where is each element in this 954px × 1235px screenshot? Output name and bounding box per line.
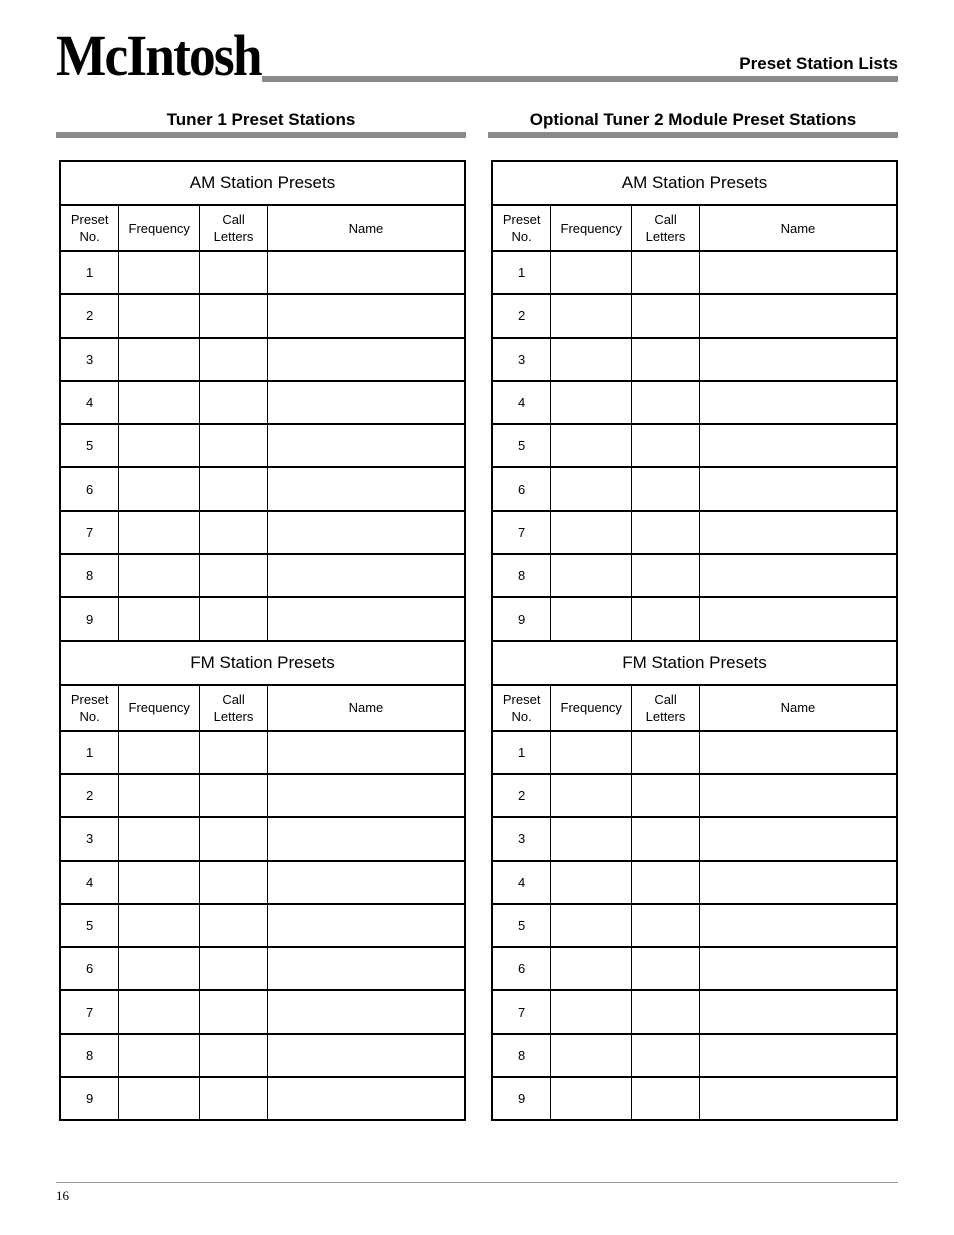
footer-rule [56, 1182, 898, 1183]
call-letters-cell[interactable] [200, 774, 268, 817]
table-row [492, 467, 897, 510]
call-letters-cell[interactable] [200, 861, 268, 904]
frequency-header: Frequency [551, 685, 632, 731]
call-letters-cell[interactable] [200, 294, 268, 337]
frequency-header: Frequency [551, 205, 632, 251]
preset-number: 6 [60, 947, 119, 990]
frequency-cell[interactable] [119, 338, 200, 381]
call-letters-cell[interactable] [632, 990, 700, 1033]
preset-number: 6 [492, 467, 551, 510]
frequency-cell[interactable] [119, 1077, 200, 1120]
name-cell[interactable] [699, 1034, 897, 1077]
preset-number: 3 [60, 817, 119, 860]
name-cell[interactable] [267, 1077, 465, 1120]
preset-number: 5 [60, 424, 119, 467]
name-cell[interactable] [699, 990, 897, 1033]
name-cell[interactable] [267, 554, 465, 597]
name-header: Name [267, 205, 465, 251]
preset-number: 9 [60, 1077, 119, 1120]
call-letters-cell[interactable] [632, 294, 700, 337]
preset-no-header: Preset No. [492, 205, 551, 251]
name-cell[interactable] [699, 774, 897, 817]
frequency-cell[interactable] [551, 294, 632, 337]
page-title: Preset Station Lists [739, 54, 898, 73]
name-cell[interactable] [699, 251, 897, 294]
name-cell[interactable] [699, 511, 897, 554]
section-title-tuner1: Tuner 1 Preset Stations [166, 110, 356, 129]
preset-no-header: Preset No. [60, 205, 119, 251]
name-cell[interactable] [699, 861, 897, 904]
preset-number: 1 [492, 731, 551, 774]
call-letters-cell[interactable] [200, 731, 268, 774]
frequency-cell[interactable] [119, 774, 200, 817]
name-cell[interactable] [267, 511, 465, 554]
name-cell[interactable] [699, 381, 897, 424]
name-cell[interactable] [699, 338, 897, 381]
frequency-cell[interactable] [119, 597, 200, 640]
header-rule [262, 76, 898, 82]
frequency-cell[interactable] [551, 467, 632, 510]
frequency-cell[interactable] [119, 251, 200, 294]
tuner1-fm-presets [60, 641, 465, 1121]
call-letters-cell[interactable] [200, 251, 268, 294]
name-cell[interactable] [267, 817, 465, 860]
frequency-cell[interactable] [551, 381, 632, 424]
preset-number: 2 [60, 774, 119, 817]
name-cell[interactable] [699, 904, 897, 947]
preset-number: 5 [60, 904, 119, 947]
frequency-cell[interactable] [551, 1034, 632, 1077]
preset-number: 5 [492, 904, 551, 947]
name-cell[interactable] [699, 1077, 897, 1120]
call-letters-header: Call Letters [632, 205, 700, 251]
frequency-cell[interactable] [119, 381, 200, 424]
name-cell[interactable] [267, 731, 465, 774]
name-header: Name [267, 685, 465, 731]
table-row [60, 861, 465, 904]
call-letters-cell[interactable] [200, 467, 268, 510]
preset-number: 1 [60, 251, 119, 294]
table-row [492, 947, 897, 990]
am-presets-header-row [492, 205, 897, 251]
name-cell[interactable] [267, 990, 465, 1033]
table-row [60, 251, 465, 294]
frequency-cell[interactable] [119, 861, 200, 904]
am-presets-title-row [492, 161, 897, 205]
call-letters-cell[interactable] [632, 381, 700, 424]
preset-number: 7 [492, 511, 551, 554]
frequency-cell[interactable] [551, 947, 632, 990]
preset-number: 3 [492, 338, 551, 381]
frequency-header: Frequency [119, 685, 200, 731]
frequency-cell[interactable] [119, 424, 200, 467]
table-row [60, 904, 465, 947]
call-letters-cell[interactable] [632, 554, 700, 597]
frequency-cell[interactable] [551, 424, 632, 467]
call-letters-header: Call Letters [200, 205, 268, 251]
name-cell[interactable] [267, 294, 465, 337]
preset-number: 7 [60, 511, 119, 554]
table-row [60, 338, 465, 381]
call-letters-cell[interactable] [632, 861, 700, 904]
preset-number: 4 [60, 381, 119, 424]
call-letters-cell[interactable] [200, 381, 268, 424]
preset-number: 7 [60, 990, 119, 1033]
table-row [60, 467, 465, 510]
name-cell[interactable] [267, 467, 465, 510]
frequency-cell[interactable] [119, 511, 200, 554]
table-row [492, 774, 897, 817]
call-letters-header: Call Letters [632, 685, 700, 731]
name-cell[interactable] [699, 554, 897, 597]
preset-no-header: Preset No. [492, 685, 551, 731]
name-cell[interactable] [699, 731, 897, 774]
frequency-cell[interactable] [119, 904, 200, 947]
name-cell[interactable] [699, 294, 897, 337]
preset-number: 2 [492, 774, 551, 817]
call-letters-cell[interactable] [632, 904, 700, 947]
preset-number: 8 [60, 1034, 119, 1077]
name-cell[interactable] [267, 947, 465, 990]
call-letters-cell[interactable] [632, 947, 700, 990]
call-letters-cell[interactable] [632, 774, 700, 817]
frequency-cell[interactable] [119, 731, 200, 774]
frequency-header: Frequency [119, 205, 200, 251]
table-row [492, 990, 897, 1033]
name-header: Name [699, 205, 897, 251]
preset-number: 3 [492, 817, 551, 860]
table-row [60, 774, 465, 817]
name-cell[interactable] [267, 774, 465, 817]
name-cell[interactable] [699, 467, 897, 510]
fm-presets-header-row [60, 685, 465, 731]
call-letters-cell[interactable] [200, 1034, 268, 1077]
preset-no-header: Preset No. [60, 685, 119, 731]
frequency-cell[interactable] [551, 251, 632, 294]
am-presets-title-row [60, 161, 465, 205]
frequency-cell[interactable] [551, 511, 632, 554]
frequency-cell[interactable] [119, 947, 200, 990]
table-row [60, 511, 465, 554]
call-letters-cell[interactable] [200, 817, 268, 860]
fm-presets-title: FM Station Presets [492, 641, 897, 685]
frequency-cell[interactable] [551, 817, 632, 860]
preset-number: 9 [492, 597, 551, 640]
preset-number: 9 [60, 597, 119, 640]
table-row [492, 424, 897, 467]
call-letters-cell[interactable] [632, 1077, 700, 1120]
name-cell[interactable] [267, 338, 465, 381]
preset-number: 9 [492, 1077, 551, 1120]
frequency-cell[interactable] [551, 774, 632, 817]
frequency-cell[interactable] [119, 554, 200, 597]
preset-number: 4 [60, 861, 119, 904]
name-cell[interactable] [267, 904, 465, 947]
frequency-cell[interactable] [119, 817, 200, 860]
call-letters-cell[interactable] [200, 338, 268, 381]
table-row [60, 990, 465, 1033]
preset-number: 8 [492, 554, 551, 597]
table-row [60, 817, 465, 860]
call-letters-cell[interactable] [632, 467, 700, 510]
table-row [60, 947, 465, 990]
preset-number: 8 [60, 554, 119, 597]
table-row [492, 1077, 897, 1120]
preset-number: 8 [492, 1034, 551, 1077]
table-row [60, 1077, 465, 1120]
table-row [492, 817, 897, 860]
name-cell[interactable] [699, 817, 897, 860]
table-row [492, 338, 897, 381]
call-letters-cell[interactable] [632, 1034, 700, 1077]
table-row [492, 904, 897, 947]
call-letters-cell[interactable] [632, 338, 700, 381]
frequency-cell[interactable] [551, 904, 632, 947]
tuner2-am-presets [492, 161, 897, 641]
preset-number: 2 [492, 294, 551, 337]
am-presets-title: AM Station Presets [492, 161, 897, 205]
name-cell[interactable] [267, 1034, 465, 1077]
call-letters-cell[interactable] [632, 251, 700, 294]
frequency-cell[interactable] [551, 338, 632, 381]
table-row [60, 597, 465, 640]
preset-number: 1 [60, 731, 119, 774]
preset-number: 6 [492, 947, 551, 990]
call-letters-cell[interactable] [200, 554, 268, 597]
frequency-cell[interactable] [551, 1077, 632, 1120]
name-cell[interactable] [699, 947, 897, 990]
name-cell[interactable] [267, 381, 465, 424]
tuner1-am-presets [60, 161, 465, 641]
call-letters-cell[interactable] [632, 817, 700, 860]
table-row [60, 731, 465, 774]
table-row [492, 511, 897, 554]
name-cell[interactable] [267, 597, 465, 640]
frequency-cell[interactable] [551, 554, 632, 597]
call-letters-cell[interactable] [200, 947, 268, 990]
call-letters-header: Call Letters [200, 685, 268, 731]
call-letters-cell[interactable] [200, 1077, 268, 1120]
name-header: Name [699, 685, 897, 731]
tuner1-preset-table [59, 160, 466, 1121]
call-letters-cell[interactable] [200, 424, 268, 467]
fm-presets-title: FM Station Presets [60, 641, 465, 685]
frequency-cell[interactable] [119, 990, 200, 1033]
table-row [60, 381, 465, 424]
am-presets-title: AM Station Presets [60, 161, 465, 205]
preset-number: 1 [492, 251, 551, 294]
fm-presets-header-row [492, 685, 897, 731]
fm-presets-title-row [60, 641, 465, 685]
preset-number: 3 [60, 338, 119, 381]
name-cell[interactable] [267, 424, 465, 467]
table-row [492, 381, 897, 424]
table-row [60, 424, 465, 467]
name-cell[interactable] [267, 861, 465, 904]
call-letters-cell[interactable] [200, 597, 268, 640]
preset-number: 7 [492, 990, 551, 1033]
frequency-cell[interactable] [119, 294, 200, 337]
section-rule-tuner2 [488, 132, 898, 138]
tuner2-fm-presets [492, 641, 897, 1121]
call-letters-cell[interactable] [200, 990, 268, 1033]
frequency-cell[interactable] [551, 597, 632, 640]
table-row [492, 251, 897, 294]
mcintosh-logo: McIntosh [56, 23, 261, 88]
tuner2-preset-table [491, 160, 898, 1121]
preset-number: 4 [492, 381, 551, 424]
table-row [492, 554, 897, 597]
name-cell[interactable] [699, 597, 897, 640]
table-row [60, 1034, 465, 1077]
preset-number: 2 [60, 294, 119, 337]
call-letters-cell[interactable] [632, 597, 700, 640]
call-letters-cell[interactable] [200, 904, 268, 947]
table-row [492, 731, 897, 774]
preset-number: 5 [492, 424, 551, 467]
name-cell[interactable] [267, 251, 465, 294]
name-cell[interactable] [699, 424, 897, 467]
fm-presets-title-row [492, 641, 897, 685]
table-row [492, 294, 897, 337]
preset-number: 4 [492, 861, 551, 904]
call-letters-cell[interactable] [632, 731, 700, 774]
table-row [492, 597, 897, 640]
table-row [60, 294, 465, 337]
frequency-cell[interactable] [119, 1034, 200, 1077]
frequency-cell[interactable] [551, 861, 632, 904]
call-letters-cell[interactable] [632, 511, 700, 554]
am-presets-header-row [60, 205, 465, 251]
page-number: 16 [56, 1188, 69, 1203]
section-title-tuner2: Optional Tuner 2 Module Preset Stations [529, 110, 857, 129]
frequency-cell[interactable] [119, 467, 200, 510]
table-row [60, 554, 465, 597]
table-row [492, 1034, 897, 1077]
preset-number: 6 [60, 467, 119, 510]
frequency-cell[interactable] [551, 990, 632, 1033]
call-letters-cell[interactable] [632, 424, 700, 467]
call-letters-cell[interactable] [200, 511, 268, 554]
section-rule-tuner1 [56, 132, 466, 138]
frequency-cell[interactable] [551, 731, 632, 774]
table-row [492, 861, 897, 904]
